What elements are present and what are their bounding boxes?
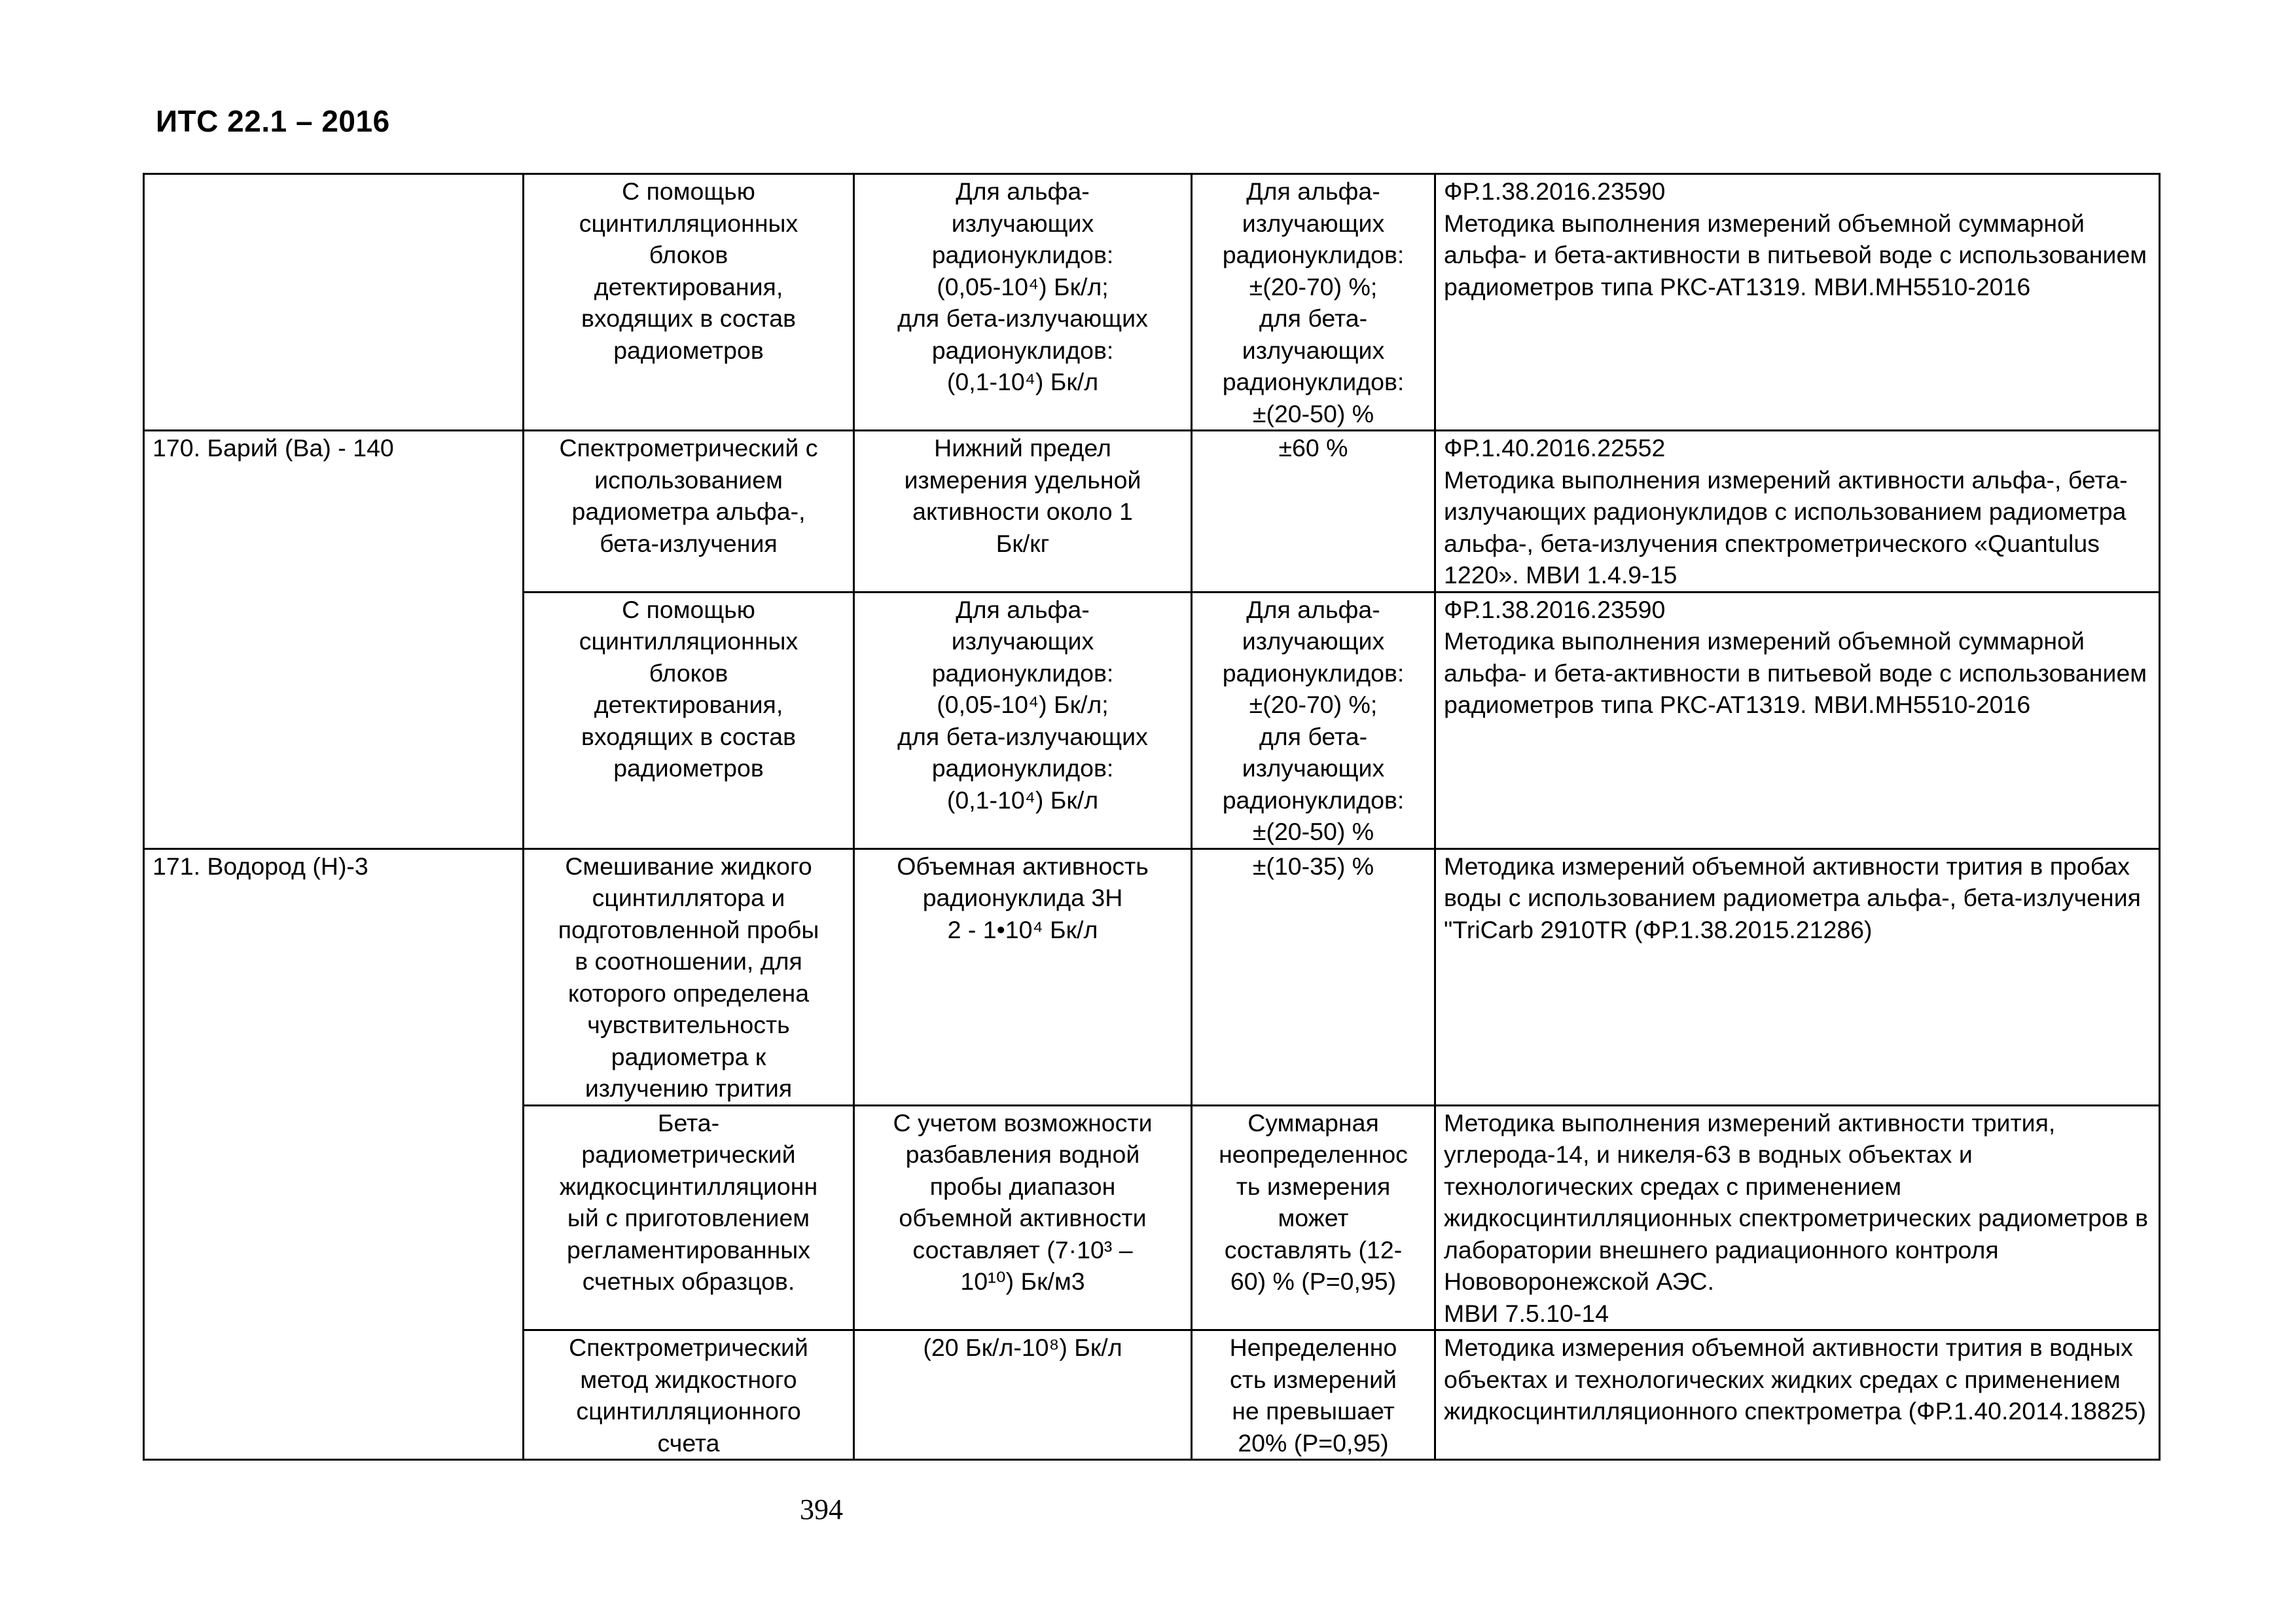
document-cell: Методика измерений объемной активности трития в пробах воды с использованием радиометра альфа-, бета-излучения "TriCarb 2910TR (ФР.1.38.2015.21286) [1435,848,2160,1105]
range-cell: Нижний предел измерения удельной активности около 1 Бк/кг [854,431,1192,593]
range-cell: (20 Бк/л-10⁸) Бк/л [854,1330,1192,1460]
document-title: ИТС 22.1 – 2016 [156,104,390,138]
method-cell: С помощью сцинтилляционных блоков детектирования, входящих в состав радиометров [524,174,854,431]
table-row [144,848,2160,1105]
methods-table [143,173,2161,1461]
error-cell: Для альфа- излучающих радионуклидов: ±(20-70) %; для бета- излучающих радионуклидов: ±(20-50) % [1192,592,1435,848]
method-cell: Спектрометрический с использованием радиометра альфа-, бета-излучения [524,431,854,593]
document-cell: ФР.1.40.2016.22552 Методика выполнения измерений активности альфа-, бета-излучающих радионуклидов с использованием радиометра альфа-, бета-излучения спектрометрического «Quantulus 1220». МВИ 1.4.9-15 [1435,431,2160,593]
method-cell: Смешивание жидкого сцинтиллятора и подготовленной пробы в соотношении, для которого определена чувствительность радиометра к излучению трития [524,848,854,1105]
range-cell: Для альфа- излучающих радионуклидов: (0,05-10⁴) Бк/л; для бета-излучающих радионуклидов: (0,1-10⁴) Бк/л [854,592,1192,848]
table-row [144,431,2160,593]
method-cell: Бета- радиометрический жидкосцинтилляционн ый с приготовлением регламентированных счетных образцов. [524,1105,854,1330]
nuclide-cell [144,174,524,431]
range-cell: Объемная активность радионуклида 3Н 2 - 1•10⁴ Бк/л [854,848,1192,1105]
method-cell: Спектрометрический метод жидкостного сцинтилляционного счета [524,1330,854,1460]
document-cell: ФР.1.38.2016.23590 Методика выполнения измерений объемной суммарной альфа- и бета-активности в питьевой воде с использованием радиометров типа РКС-АТ1319. МВИ.МН5510-2016 [1435,174,2160,431]
page-number: 394 [800,1493,843,1525]
method-cell: С помощью сцинтилляционных блоков детектирования, входящих в состав радиометров [524,592,854,848]
nuclide-cell: 170. Барий (Ва) - 140 [144,431,524,849]
error-cell: Суммарная неопределеннос ть измерения может составлять (12- 60) % (P=0,95) [1192,1105,1435,1330]
error-cell: Для альфа- излучающих радионуклидов: ±(20-70) %; для бета- излучающих радионуклидов: ±(20-50) % [1192,174,1435,431]
range-cell: С учетом возможности разбавления водной пробы диапазон объемной активности составляет (7·10³ – 10¹⁰) Бк/м3 [854,1105,1192,1330]
error-cell: Непределенно сть измерений не превышает 20% (P=0,95) [1192,1330,1435,1460]
document-cell: Методика измерения объемной активности трития в водных объектах и технологических жидких средах с применением жидкосцинтилляционного спектрометра (ФР.1.40.2014.18825) [1435,1330,2160,1460]
document-cell: ФР.1.38.2016.23590 Методика выполнения измерений объемной суммарной альфа- и бета-активности в питьевой воде с использованием радиометров типа РКС-АТ1319. МВИ.МН5510-2016 [1435,592,2160,848]
table-row [144,174,2160,431]
error-cell: ±(10-35) % [1192,848,1435,1105]
error-cell: ±60 % [1192,431,1435,593]
document-cell: Методика выполнения измерений активности трития, углерода-14, и никеля-63 в водных объектах и технологических средах с применением жидкосцинтилляционных спектрометрических радиометров в лаборатории внешнего радиационного контроля Нововоронежской АЭС. МВИ 7.5.10-14 [1435,1105,2160,1330]
nuclide-cell: 171. Водород (Н)-3 [144,848,524,1460]
range-cell: Для альфа- излучающих радионуклидов: (0,05-10⁴) Бк/л; для бета-излучающих радионуклидов: (0,1-10⁴) Бк/л [854,174,1192,431]
